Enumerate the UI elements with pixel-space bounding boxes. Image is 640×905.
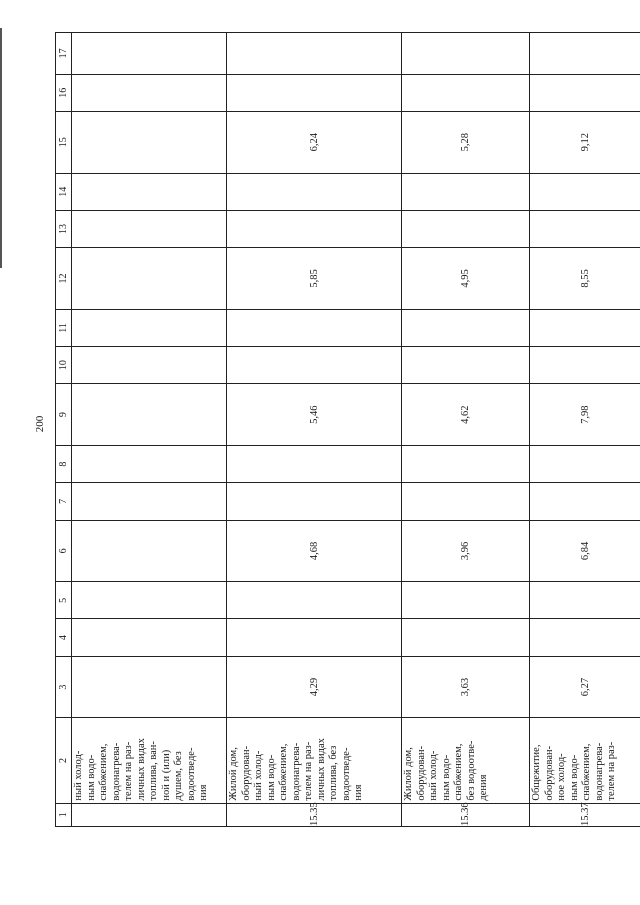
row-code-cell (402, 803, 530, 826)
value-cell-col-15 (72, 111, 227, 173)
table-row (402, 33, 530, 827)
description-cell (530, 718, 640, 803)
value-text: 6,84 (580, 541, 591, 561)
empty-cell (402, 347, 530, 384)
value-cell-col-15 (530, 111, 640, 173)
value-cell-col-12 (530, 248, 640, 310)
value-cell-col-3 (530, 656, 640, 718)
empty-cell (72, 619, 227, 656)
empty-cell (227, 483, 402, 520)
value-text: 5,85 (308, 269, 320, 288)
empty-cell (227, 309, 402, 346)
empty-cell (402, 210, 530, 247)
description-cell (72, 718, 227, 803)
description-cell (402, 718, 530, 803)
value-cell-col-9 (530, 384, 640, 446)
row-code: 15.37 (580, 802, 591, 826)
value-cell-col-6 (227, 520, 402, 582)
empty-cell (227, 173, 402, 210)
empty-cell (530, 309, 640, 346)
scan-edge-line (0, 28, 2, 268)
empty-cell (402, 446, 530, 483)
value-cell-col-9 (227, 384, 402, 446)
empty-cell (227, 347, 402, 384)
empty-cell (402, 619, 530, 656)
description-cell (227, 718, 402, 803)
column-number: 12 (56, 248, 72, 310)
empty-cell (402, 582, 530, 619)
empty-cell (530, 347, 640, 384)
empty-cell (227, 33, 402, 75)
column-number: 15 (56, 111, 72, 173)
value-cell-col-6 (72, 520, 227, 582)
description-text: Жилой дом, оборудован- ный холод- ным водо- снабжением, без водоотве- дения (403, 740, 489, 801)
column-number: 13 (56, 210, 72, 247)
value-cell-col-15 (227, 111, 402, 173)
column-number: 10 (56, 347, 72, 384)
row-code: 15.36 (460, 802, 471, 826)
column-number: 5 (56, 582, 72, 619)
empty-cell (72, 173, 227, 210)
table-row (227, 33, 402, 827)
value-text: 4,62 (460, 405, 471, 424)
empty-cell (530, 173, 640, 210)
table-body (56, 33, 640, 827)
table-row (72, 33, 227, 827)
empty-cell (227, 74, 402, 111)
column-number: 9 (56, 384, 72, 446)
empty-cell (227, 582, 402, 619)
value-text: 5,46 (308, 405, 320, 424)
value-text: 4,95 (460, 269, 471, 288)
empty-cell (227, 210, 402, 247)
empty-cell (530, 33, 640, 75)
value-text: 6,24 (308, 133, 320, 152)
value-cell-col-9 (72, 384, 227, 446)
empty-cell (227, 446, 402, 483)
empty-cell (72, 446, 227, 483)
value-text: 7,98 (580, 405, 591, 424)
empty-cell (402, 74, 530, 111)
empty-cell (402, 309, 530, 346)
description-text: Общежитие, оборудован- ное холод- ным водо- снабжением, водонагрева- телем на раз- (531, 741, 617, 801)
value-text: 5,28 (460, 133, 471, 152)
empty-cell (530, 446, 640, 483)
column-number: 11 (56, 309, 72, 346)
value-text: 8,55 (580, 269, 591, 288)
value-text: 4,29 (308, 677, 320, 697)
row-code-cell (530, 803, 640, 826)
table-row (530, 33, 640, 827)
empty-cell (72, 210, 227, 247)
value-cell-col-3 (227, 656, 402, 718)
value-text: 4,68 (308, 541, 320, 561)
value-text: 9,12 (580, 133, 591, 152)
column-number: 16 (56, 74, 72, 111)
column-number-row (56, 33, 72, 827)
value-cell-col-6 (530, 520, 640, 582)
value-cell-col-12 (72, 248, 227, 310)
column-number: 14 (56, 173, 72, 210)
column-number: 6 (56, 520, 72, 582)
empty-cell (530, 582, 640, 619)
empty-cell (530, 483, 640, 520)
description-text: ный холод- ным водо- снабжением, водонагрева- телем на раз- личных видах топлива, ван- ной и (или) душем, без водоотведе- ния (73, 738, 209, 801)
row-code-cell (72, 803, 227, 826)
value-cell-col-15 (402, 111, 530, 173)
row-code-cell (227, 803, 402, 826)
rotated-table-container (55, 32, 640, 827)
empty-cell (72, 33, 227, 75)
value-cell-col-9 (402, 384, 530, 446)
empty-cell (72, 309, 227, 346)
value-text: 3,96 (460, 541, 471, 561)
column-number: 2 (56, 718, 72, 803)
empty-cell (530, 619, 640, 656)
value-cell-col-3 (72, 656, 227, 718)
value-text: 3,63 (460, 677, 471, 697)
empty-cell (402, 483, 530, 520)
empty-cell (72, 347, 227, 384)
empty-cell (72, 74, 227, 111)
value-cell-col-6 (402, 520, 530, 582)
row-code: 15.35 (308, 802, 320, 826)
value-cell-col-12 (227, 248, 402, 310)
tariff-table (55, 32, 640, 827)
page-number: 200 (34, 415, 46, 433)
empty-cell (227, 619, 402, 656)
value-cell-col-12 (402, 248, 530, 310)
empty-cell (530, 74, 640, 111)
empty-cell (72, 582, 227, 619)
column-number: 8 (56, 446, 72, 483)
description-text: Жилой дом, оборудован- ный холод- ным водо- снабжением, водонагрева- телем на раз- личных видах топлива, без водоотведе- ния (228, 738, 364, 801)
empty-cell (402, 173, 530, 210)
empty-cell (402, 33, 530, 75)
value-text: 6,27 (580, 677, 591, 697)
empty-cell (530, 210, 640, 247)
value-cell-col-3 (402, 656, 530, 718)
column-number: 3 (56, 656, 72, 718)
empty-cell (72, 483, 227, 520)
column-number: 4 (56, 619, 72, 656)
column-number: 1 (56, 803, 72, 826)
column-number: 17 (56, 33, 72, 75)
column-number: 7 (56, 483, 72, 520)
